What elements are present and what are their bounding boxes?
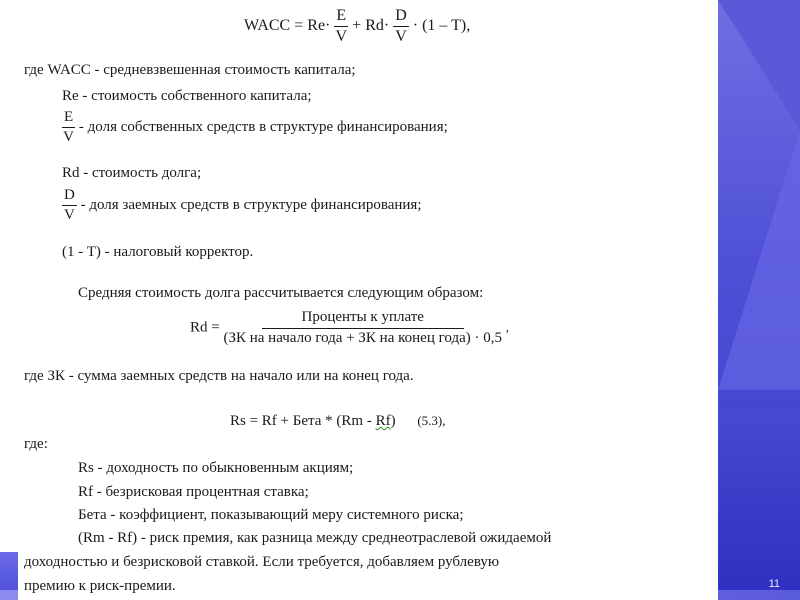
rs-def-rs: Rs - доходность по обыкновенным акциям; — [78, 460, 354, 476]
rs-formula-ref: (5.3), — [417, 413, 446, 428]
def-wacc: где WACC - средневзвешенная стоимость капитала; — [24, 62, 356, 78]
dot-sign: · — [383, 17, 390, 35]
fraction-numerator: D — [393, 8, 409, 27]
band-triangle-mid — [718, 130, 800, 390]
dot-sign: · — [412, 17, 419, 35]
rs-where: где: — [24, 436, 48, 452]
band-triangle-top — [718, 0, 800, 130]
fraction-numerator: E — [334, 8, 348, 27]
fraction-numerator: Проценты к уплате — [262, 310, 464, 329]
band-block-bottom — [718, 410, 800, 600]
document-body — [18, 0, 718, 600]
fraction-denominator: V — [335, 28, 348, 45]
rs-def-beta: Бета - коэффициент, показывающий меру системного риска; — [78, 507, 464, 523]
def-d-over-v — [62, 188, 422, 223]
fraction-denominator: V — [64, 207, 75, 223]
fraction-numerator: D — [62, 188, 77, 206]
slide-page-number: 11 — [768, 578, 780, 590]
def-tax: (1 - T) - налоговый корректор. — [62, 244, 254, 260]
rs-formula-rf: Rf — [375, 413, 391, 429]
rs-def-rm-line3: премию к риск-премии. — [24, 578, 176, 594]
fraction-e-over-v — [62, 110, 75, 145]
fraction-denominator: V — [63, 129, 74, 145]
def-rd: Rd - стоимость долга; — [62, 165, 202, 181]
rd-symbol: Rd — [365, 17, 384, 35]
rd-note: где ЗК - сумма заемных средств на начало или на конец года. — [24, 368, 414, 384]
rs-formula — [230, 413, 446, 430]
fraction-denominator: V — [395, 28, 407, 45]
rs-formula-suffix: ) — [390, 413, 396, 429]
rd-lhs: Rd = — [190, 319, 220, 336]
plus-sign: + — [352, 17, 362, 35]
fraction-numerator: E — [62, 110, 75, 128]
def-e-over-v — [62, 110, 448, 145]
rd-intro: Средняя стоимость долга рассчитывается следующим образом: — [78, 285, 484, 301]
fraction-d-over-v — [62, 188, 77, 223]
rd-tail: , — [505, 319, 509, 335]
wacc-formula — [244, 8, 470, 45]
def-e-over-v-text: - доля собственных средств в структуре финансирования; — [78, 118, 448, 135]
rs-def-rm-line2: доходностью и безрисковой ставкой. Если требуется, добавляем рублевую — [24, 554, 500, 570]
re-symbol: Re — [307, 17, 326, 35]
def-d-over-v-text: - доля заемных средств в структуре финансирования; — [80, 196, 422, 213]
fraction-denominator: (ЗК на начало года + ЗК на конец года) · 0,5 — [223, 330, 502, 346]
decorative-side-band — [718, 0, 800, 600]
rs-def-rm-line1: (Rm - Rf) - риск премия, как разница между среднеотраслевой ожидаемой — [78, 530, 552, 546]
fraction-rd — [223, 310, 502, 346]
rs-def-rf: Rf - безрисковая процентная ставка; — [78, 484, 309, 500]
dot-sign: · — [325, 17, 331, 35]
tax-term: (1 – T), — [422, 17, 471, 35]
wacc-lhs: WACC — [244, 17, 291, 35]
fraction-e-over-v — [334, 8, 348, 45]
equals-sign: = — [294, 17, 304, 35]
fraction-d-over-v — [393, 8, 409, 45]
def-re: Re - стоимость собственного капитала; — [62, 88, 312, 104]
rs-formula-prefix: Rs = Rf + Бета * (Rm - — [230, 413, 376, 429]
rd-formula — [190, 310, 509, 346]
